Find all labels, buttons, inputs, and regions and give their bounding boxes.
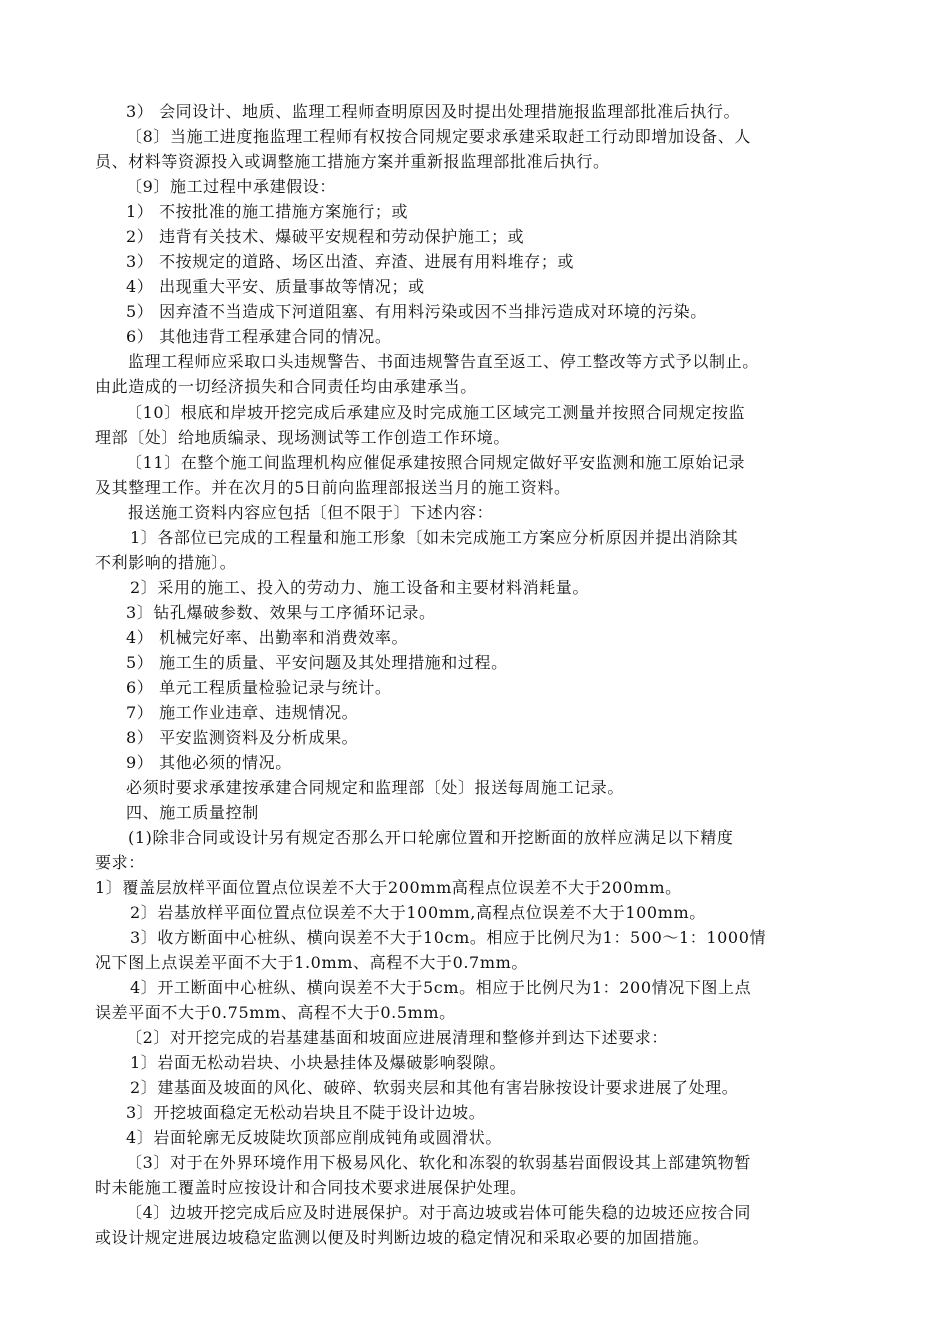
text-line: 3） 会同设计、地质、监理工程师查明原因及时提出处理措施报监理部批准后执行。: [126, 102, 741, 121]
text-line: 3） 不按规定的道路、场区出渣、弃渣、进展有用料堆存；或: [126, 252, 575, 271]
text-line: 必须时要求承建按承建合同规定和监理部〔处〕报送每周施工记录。: [126, 778, 625, 797]
text-line: 2） 违背有关技术、爆破平安规程和劳动保护施工；或: [126, 227, 525, 246]
text-line: 2〕采用的施工、投入的劳动力、施工设备和主要材料消耗量。: [130, 578, 589, 597]
text-line: 况下图上点误差平面不大于1.0mm、高程不大于0.7mm。: [95, 953, 528, 972]
text-line: 〔3〕对于在外界环境作用下极易风化、软化和冻裂的软弱基岩面假设其上部建筑物暂: [126, 1153, 751, 1172]
text-line: 误差平面不大于0.75mm、高程不大于0.5mm。: [95, 1003, 456, 1022]
text-line: 或设计规定进展边坡稳定监测以便及时判断边坡的稳定情况和采取必要的加固措施。: [95, 1228, 710, 1247]
text-line: 1〕覆盖层放样平面位置点位误差不大于200mm高程点位误差不大于200mm。: [95, 878, 682, 897]
text-line: 4〕岩面轮廓无反坡陡坎顶部应削成钝角或圆滑状。: [126, 1128, 502, 1147]
text-line: 及其整理工作。并在次月的5日前向监理部报送当月的施工资料。: [95, 478, 571, 497]
text-line: 8） 平安监测资料及分析成果。: [126, 728, 359, 747]
text-line: 要求：: [95, 853, 145, 872]
text-line: 由此造成的一切经济损失和合同责任均由承建承当。: [95, 377, 477, 396]
text-line: 报送施工资料内容应包括〔但不限于〕下述内容：: [128, 503, 494, 522]
text-line: 6） 单元工程质量检验记录与统计。: [126, 678, 392, 697]
text-line: 2〕建基面及坡面的风化、破碎、软弱夹层和其他有害岩脉按设计要求进展了处理。: [130, 1078, 739, 1097]
text-line: 3〕收方断面中心桩纵、横向误差不大于10cm。相应于比例尺为1：500～1：1000情: [130, 928, 767, 947]
text-line: 〔11〕在整个施工间监理机构应催促承建按照合同规定做好平安监测和施工原始记录: [126, 453, 746, 472]
text-line: 2〕岩基放样平面位置点位误差不大于100mm,高程点位误差不大于100mm。: [130, 903, 706, 922]
text-line: 3〕开挖坡面稳定无松动岩块且不陡于设计边坡。: [126, 1103, 486, 1122]
text-line: 3〕钻孔爆破参数、效果与工序循环记录。: [126, 603, 436, 622]
text-line: 6） 其他违背工程承建合同的情况。: [126, 327, 392, 346]
text-line: 4） 机械完好率、出勤率和消费效率。: [126, 628, 409, 647]
text-line: 7） 施工作业违章、违规情况。: [126, 703, 359, 722]
text-line: 1〕岩面无松动岩块、小块悬挂体及爆破影响裂隙。: [130, 1053, 506, 1072]
text-line: 1） 不按批准的施工措施方案施行；或: [126, 202, 409, 221]
text-line: 理部〔处〕给地质编录、现场测试等工作创造工作环境。: [95, 428, 511, 447]
text-line: 4〕开工断面中心桩纵、横向误差不大于5cm。相应于比例尺为1：200情况下图上点: [130, 978, 752, 997]
text-line: 〔10〕根底和岸坡开挖完成后承建应及时完成施工区域完工测量并按照合同规定按监: [126, 403, 746, 422]
text-line: 5） 因弃渣不当造成下河道阻塞、有用料污染或因不当排污造成对环境的污染。: [126, 302, 707, 321]
section-heading: 四、施工质量控制: [126, 803, 259, 822]
text-line: 监理工程师应采取口头违规警告、书面违规警告直至返工、停工整改等方式予以制止。: [128, 352, 759, 371]
text-line: 5） 施工生的质量、平安问题及其处理措施和过程。: [126, 653, 508, 672]
text-line: 4） 出现重大平安、质量事故等情况；或: [126, 277, 425, 296]
text-line: 9） 其他必须的情况。: [126, 753, 292, 772]
text-line: 员、材料等资源投入或调整施工措施方案并重新报监理部批准后执行。: [95, 152, 610, 171]
text-line: 〔8〕当施工进度拖监理工程师有权按合同规定要求承建采取赶工行动即增加设备、人: [126, 127, 751, 146]
text-line: 1〕各部位已完成的工程量和施工形象〔如未完成施工方案应分析原因并提出消除其: [130, 528, 739, 547]
text-line: 〔2〕对开挖完成的岩基建基面和坡面应进展清理和整修并到达下述要求：: [126, 1028, 668, 1047]
text-line: (1)除非合同或设计另有规定否那么开口轮廓位置和开挖断面的放样应满足以下精度: [128, 828, 734, 847]
text-line: 〔4〕边坡开挖完成后应及时进展保护。对于高边坡或岩体可能失稳的边坡还应按合同: [126, 1203, 751, 1222]
text-line: 〔9〕施工过程中承建假设：: [126, 177, 336, 196]
text-line: 时未能施工覆盖时应按设计和合同技术要求进展保护处理。: [95, 1178, 527, 1197]
text-line: 不利影响的措施〕。: [95, 553, 237, 572]
